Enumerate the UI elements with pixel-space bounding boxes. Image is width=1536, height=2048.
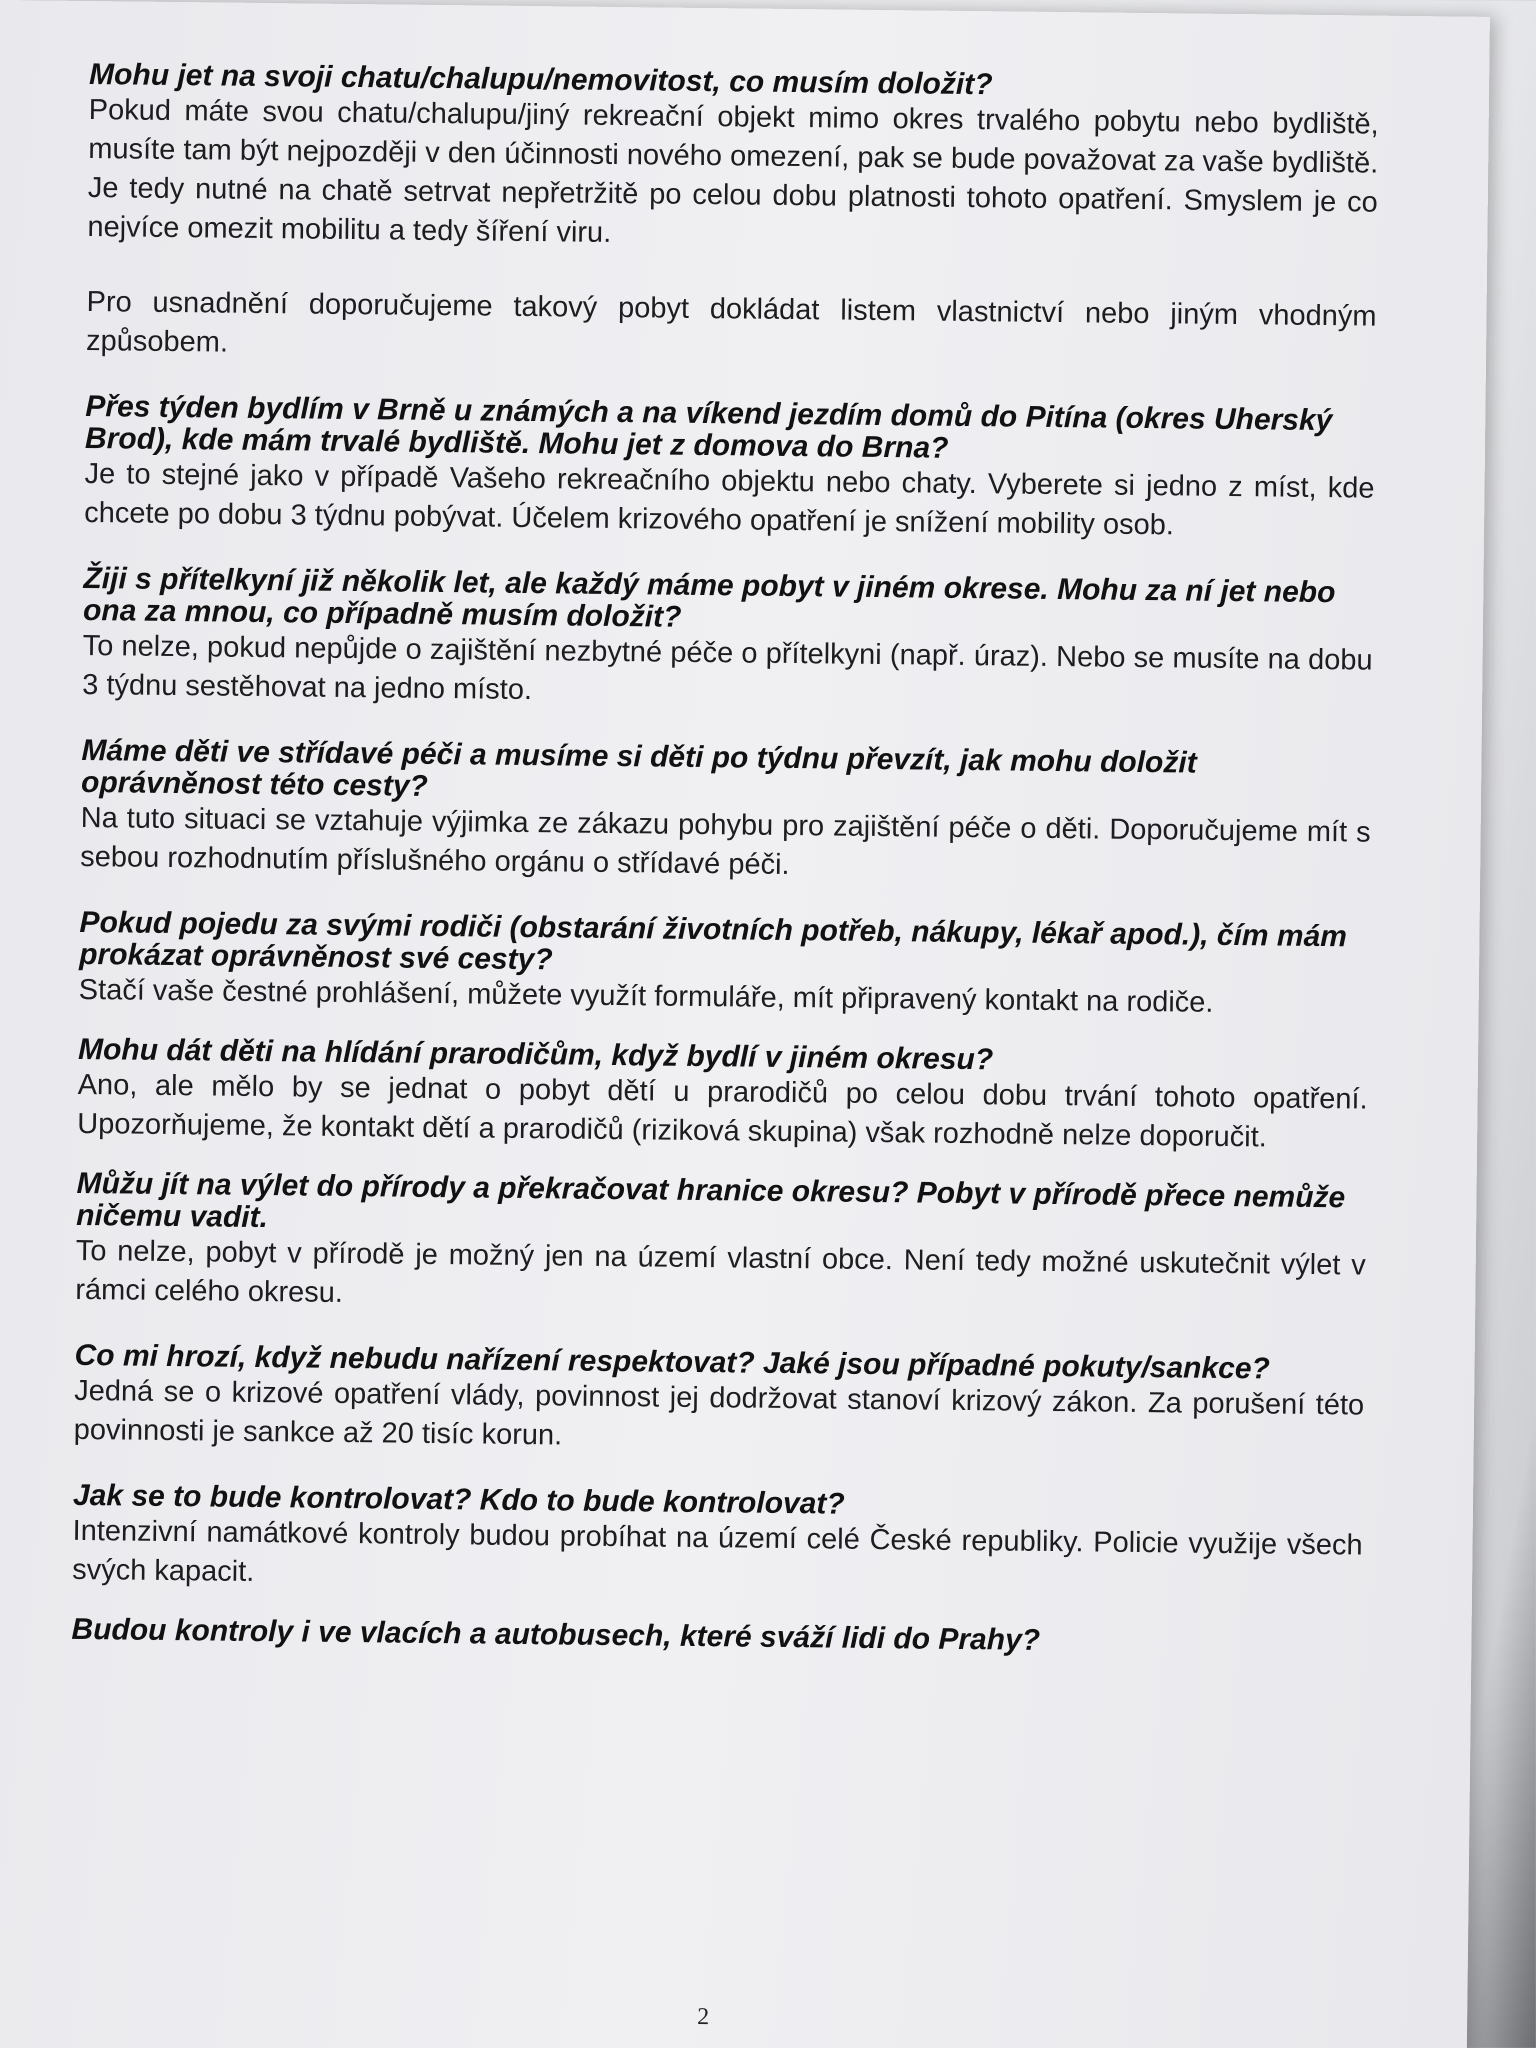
faq-question: Pokud pojedu za svými rodiči (obstarání životních potřeb, nákupy, lékař apod.), čím mám prokázat oprávněnost své cesty? — [78, 905, 1348, 977]
faq-question: Jak se to bude kontrolovat? Kdo to bude kontrolovat? — [72, 1478, 845, 1521]
faq-question: Mohu jet na svoji chatu/chalupu/nemovitost, co musím doložit? — [88, 58, 993, 102]
faq-question: Co mi hrozí, když nebudu nařízení respektovat? Jaké jsou případné pokuty/sankce? — [74, 1338, 1271, 1386]
faq-answer: Stačí vaše čestné prohlášení, můžete využít formuláře, mít připravený kontakt na rodiče. — [78, 973, 1214, 1019]
page-number: 2 — [697, 2004, 710, 2031]
faq-item — [77, 1034, 1368, 1159]
faq-question: Můžu jít na výlet do přírody a překračovat hranice okresu? Pobyt v přírodě přece nemůže ničemu vadit. — [76, 1166, 1346, 1235]
faq-answer: Na tuto situaci se vztahuje výjimka ze zákazu pohybu pro zajištění péče o děti. Doporučujeme mít s sebou rozhodnutím příslušného orgánu o střídavé péči. — [80, 801, 1371, 882]
faq-question: Žiji s přítelkyní již několik let, ale každý máme pobyt v jiném okrese. Mohu za ní jet nebo ona za mnou, co případně musím doložit? — [82, 561, 1336, 634]
faq-answer: Ano, ale mělo by se jednat o pobyt dětí u prarodičů po celou dobu trvání tohoto opatření. Upozorňujeme, že kontakt dětí a prarodičů (riziková skupina) však rozhodně nelze doporučit. — [77, 1068, 1368, 1154]
faq-item — [79, 907, 1370, 1025]
faq-answer: Intenzivní namátkové kontroly budou probíhat na území celé České republiky. Policie využije všech svých kapacit. — [72, 1514, 1363, 1588]
faq-answer: Jedná se o krizové opatření vlády, povinnost jej dodržovat stanoví krizový zákon. Za porušení této povinnosti je sankce až 20 tisíc korun. — [73, 1374, 1365, 1452]
faq-item — [72, 1480, 1363, 1605]
faq-answer: Pro usnadnění doporučujeme takový pobyt dokládat listem vlastnictví nebo jiným vhodným způsobem. — [85, 286, 1377, 359]
faq-answer: Je to stejné jako v případě Vašeho rekreačního objektu nebo chaty. Vyberete si jedno z míst, kde chcete po dobu 3 týdnu pobývat. Účelem krizového opatření je snížení mobility osob. — [84, 457, 1375, 542]
faq-item — [71, 1614, 1361, 1661]
faq-answer: To nelze, pobyt v přírodě je možný jen na území vlastní obce. Není tedy možné uskutečnit výlet v rámci celého okresu. — [75, 1234, 1366, 1309]
faq-item — [82, 563, 1374, 720]
faq-question: Mohu dát děti na hlídání prarodičům, když bydlí v jiném okresu? — [77, 1032, 994, 1077]
faq-answer: Pokud máte svou chatu/chalupu/jiný rekreační objekt mimo okres trvalého pobytu nebo bydliště, musíte tam být nejpozději v den účinnosti nového omezení, pak se bude považovat za vaše bydliště. Je tedy nutné na chatě setrvat nepřetržitě po celou dobu platnosti tohoto opatření. Smyslem je co nejvíce omezit mobilitu a tedy šíření viru. — [87, 94, 1379, 249]
faq-item — [74, 1340, 1365, 1465]
faq-question: Přes týden bydlím v Brně u známých a na víkend jezdím domů do Pitína (okres Uherský Brod), kde mám trvalé bydliště. Mohu jet z domova do Brna? — [84, 389, 1333, 465]
faq-item — [84, 391, 1376, 548]
faq-question: Máme děti ve střídavé péči a musíme si děti po týdnu převzít, jak mohu doložit oprávněnost této cesty? — [80, 733, 1197, 803]
faq-answer: To nelze, pokud nepůjde o zajištění nezbytné péče o přítelkyni (např. úraz). Nebo se musíte na dobu 3 týdnu sestěhovat na jedno místo. — [82, 629, 1373, 707]
faq-question: Budou kontroly i ve vlacích a autobusech, které sváží lidi do Prahy? — [71, 1612, 1041, 1657]
faq-item — [80, 735, 1372, 892]
faq-item — [75, 1168, 1367, 1325]
faq-item — [86, 59, 1379, 376]
document-body — [71, 59, 1379, 1691]
